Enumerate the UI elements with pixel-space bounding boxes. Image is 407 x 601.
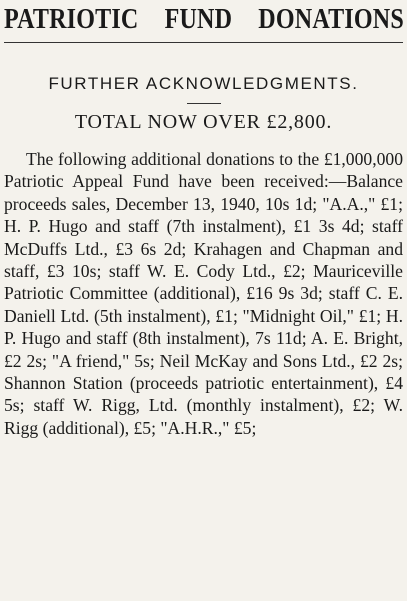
headline-rule bbox=[4, 42, 403, 43]
short-divider bbox=[187, 103, 221, 104]
total-line: TOTAL NOW OVER £2,800. bbox=[74, 111, 333, 133]
article-body: The following additional donations to the £1,000,000 Patriotic Appeal Fund have been received:—Balance proceeds sales, December 13, 1940, 10s 1d; "A.A.," £1; H. P. Hugo and staff (7th instalment), £1 3s 4d; staff McDuffs Ltd., £3 6s 2d; Krahagen and Chapman and staff, £3 10s; staff W. E. Cody Ltd., £2; Mauriceville Patriotic Committee (additional), £16 9s 3d; staff C. E. Daniell Ltd. (5th instalment), £1; "Midnight Oil," £1; H. P. Hugo and staff (8th instalment), 7s 11d; A. E. Bright, £2 2s; "A friend," 5s; Neil McKay and Sons Ltd., £2 2s; Shannon Station (proceeds patriotic entertainment), £4 5s; staff W. Rigg, Ltd. (monthly instalment), £2; W. Rigg (additional), £5; "A.H.R.," £5; bbox=[4, 149, 403, 438]
headline: PATRIOTIC FUND DONATIONS bbox=[4, 4, 404, 35]
subheading: FURTHER ACKNOWLEDGMENTS. bbox=[48, 74, 359, 93]
